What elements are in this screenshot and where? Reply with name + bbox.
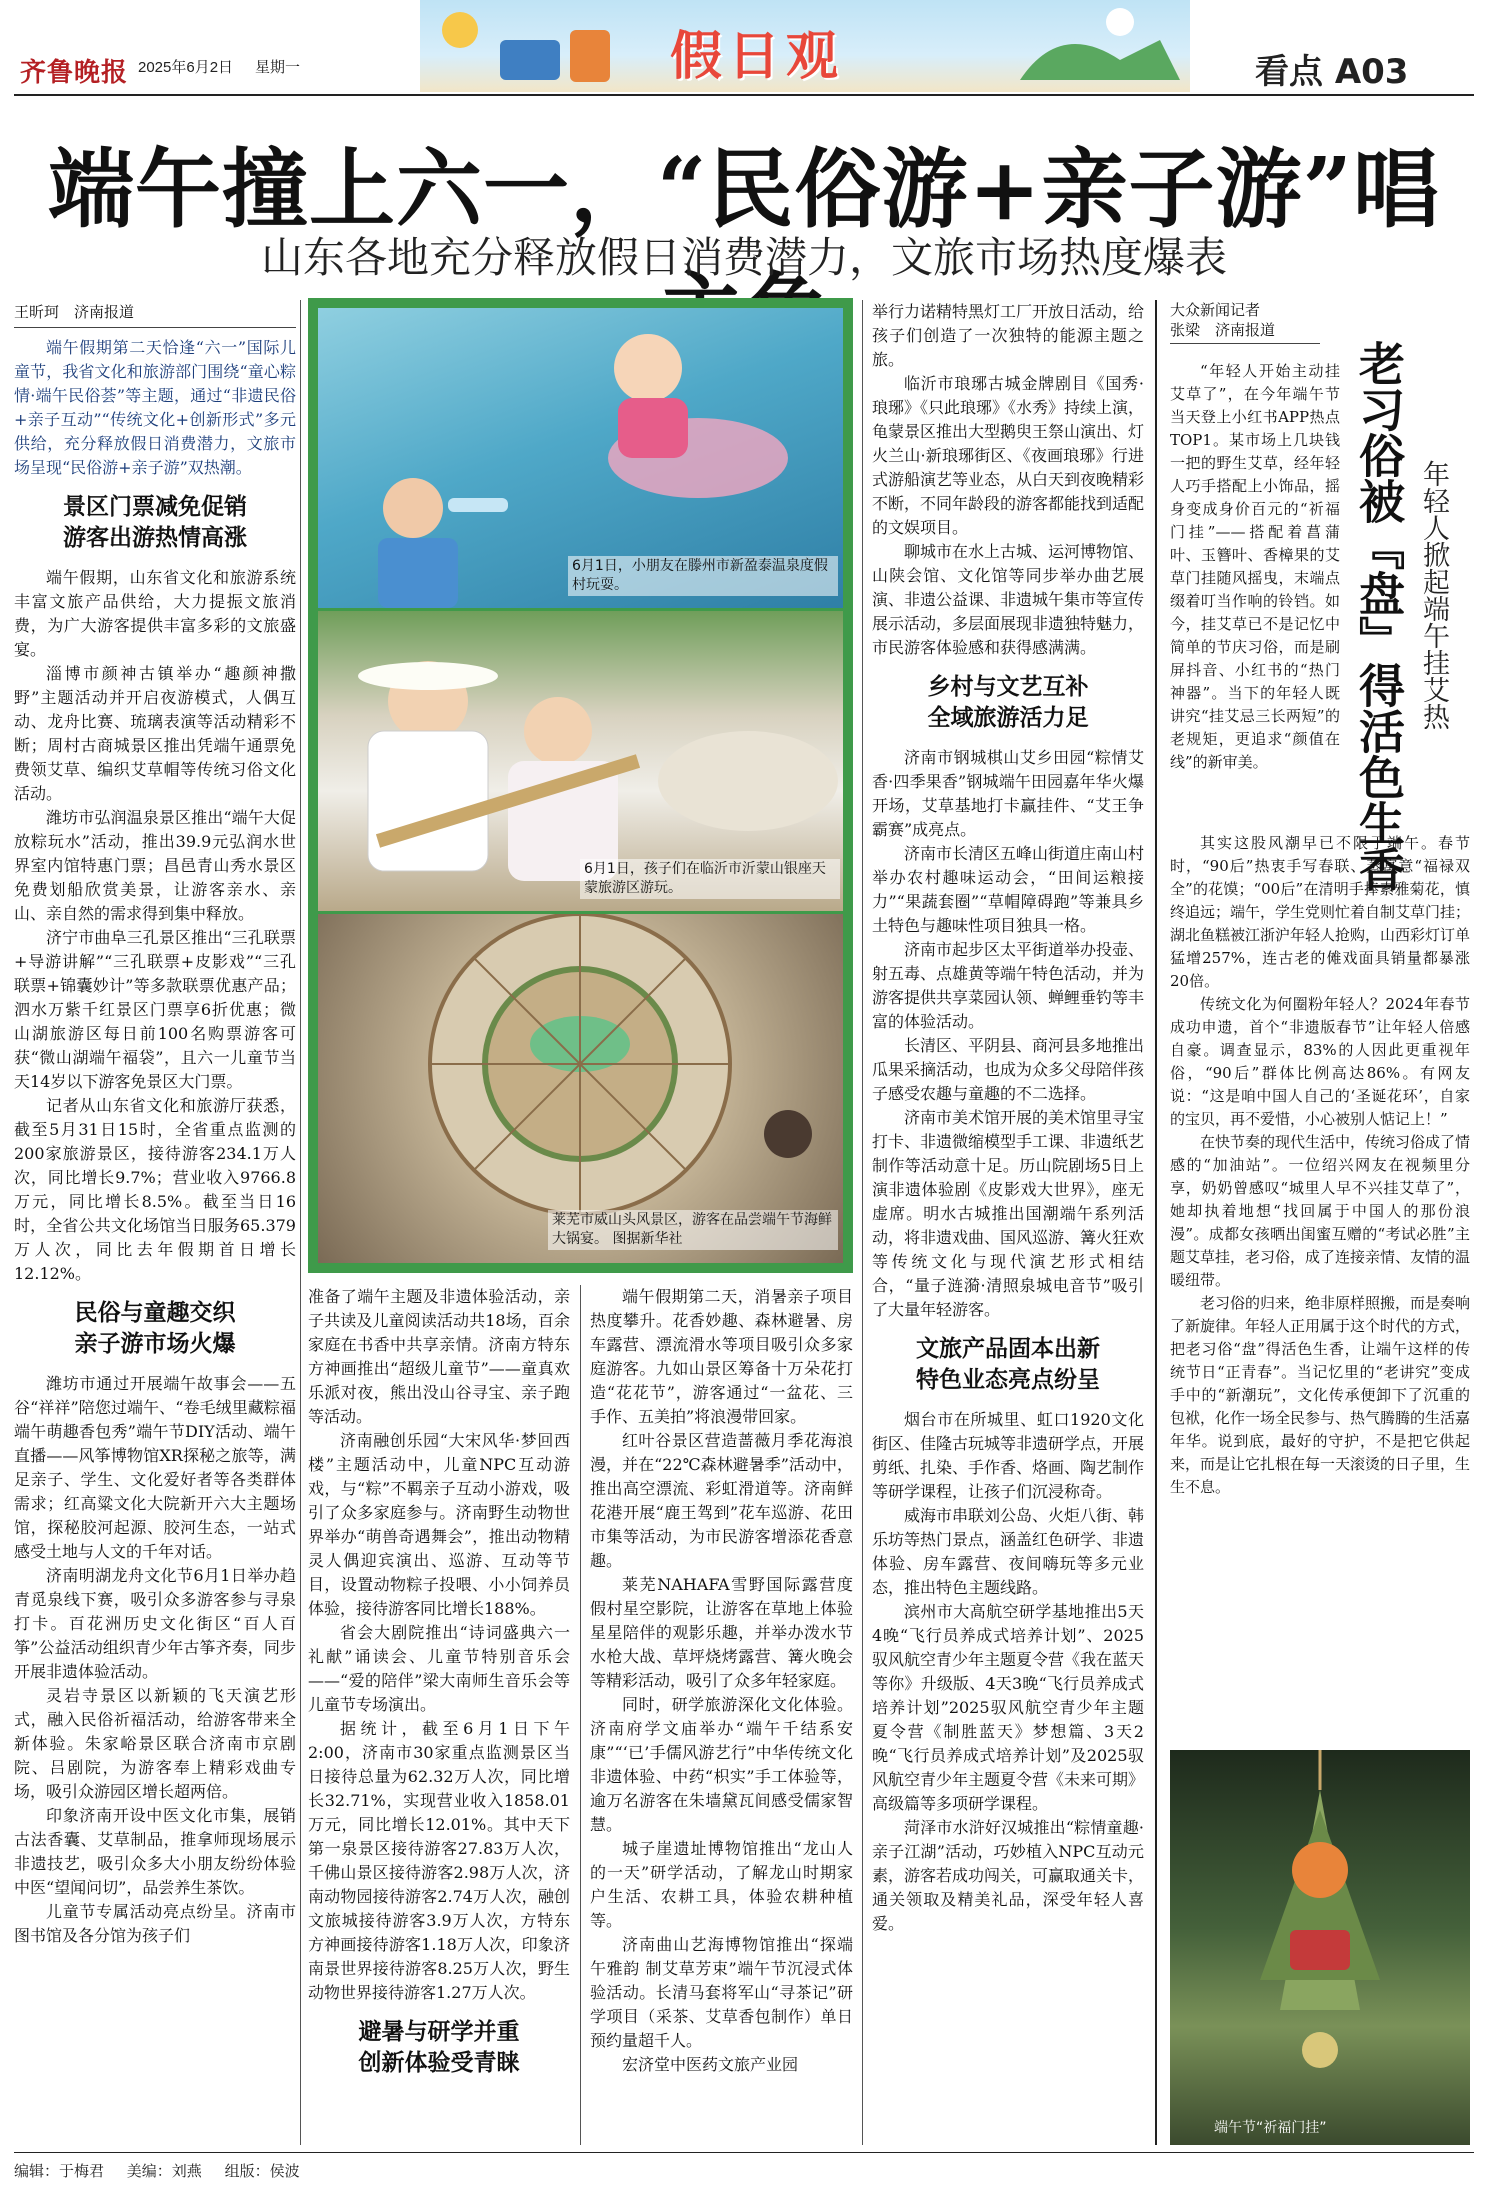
paragraph: 准备了端午主题及非遗体验活动，亲子共读及儿童阅读活动共18场，百余家庭在书香中共享亲情。济南方特东方神画推出“超级儿童节”——童真欢乐派对夜，熊出没山谷寻宝、亲子跑等活动。 (308, 1287, 570, 1426)
paragraph: 潍坊市弘润温泉景区推出“端午大促放粽玩水”活动，推出39.9元弘润水世界室内馆特惠门票；昌邑青山秀水景区免费划船欣赏美景，让游客亲水、亲山、亲自然的需求得到集中释放。 (14, 808, 296, 923)
photo-kids-crafting (318, 611, 843, 911)
paragraph: 城子崖遗址博物馆推出“龙山人的一天”研学活动，了解龙山时期家户生活、农耕工具，体验农耕种植等。 (590, 1839, 853, 1930)
footer-rule (14, 2152, 1474, 2153)
paragraph: 潍坊市通过开展端午故事会——五谷“祥祥”陪您过端午、“卷毛绒里藏粽福 端午萌趣香包秀”端午节DIY活动、端午直播——风筝博物馆XR探秘之旅等，满足亲子、学生、文化爱好者等各类群体需求；红高粱文化大院新开六大主题场馆，探秘胶河起源、胶河生态，一站式感受土地与人文的千年对话。 (14, 1374, 296, 1561)
paragraph: 淄博市颜神古镇举办“趣颜神撒野”主题活动并开启夜游模式，人偶互动、龙舟比赛、琉璃表演等活动精彩不断；周村古商城景区推出凭端午通票免费领艾草、编织艾草帽等传统习俗文化活动。 (14, 664, 296, 803)
paragraph: 济南市美术馆开展的美术馆里寻宝打卡、非遗微缩模型手工课、非遗纸艺制作等活动意十足。历山院剧场5日上演非遗体验剧《皮影戏大世界》，座无虚席。明水古城推出国潮端午系列活动，将非遗戏曲、国风巡游、篝火狂欢等传统文化与现代演艺形式相结合，“量子涟漪·清照泉城电音节”吸引了大量年轻游客。 (872, 1108, 1144, 1319)
paragraph: 记者从山东省文化和旅游厅获悉，截至5月31日15时，全省重点监测的200家旅游景区，接待游客234.1万人次，同比增长9.7%；营业收入9766.8万元，同比增长8.5%。截至当日16时，全省公共文化场馆当日服务65.379万人次，同比去年假期首日增长12.12%。 (14, 1096, 296, 1283)
main-headline: 端午撞上六一，“民俗游+亲子游”唱 (48, 139, 1440, 240)
paragraph: 长清区、平阴县、商河县多地推出瓜果采摘活动，也成为众多父母陪伴孩子感受农趣与童趣的不二选择。 (872, 1036, 1144, 1103)
subheading-3: 避暑与研学并重 创新体验受青睐 (358, 2019, 520, 2076)
article-column-3 (590, 1285, 853, 2145)
paragraph: 传统文化为何圈粉年轻人？2024年春节成功申遗，首个“非遗版春节”让年轻人倍感自豪。调查显示，83%的人因此更重视年俗，“90后”群体比例高达86%。有网友说：“这是咱中国人自己的‘圣诞花环’，自家的宝贝，再不爱惜，小心被别人惦记上！” (1170, 995, 1470, 1128)
column-divider (862, 300, 863, 2145)
paragraph: 宏济堂中医药文旅产业园 (622, 2055, 799, 2074)
paragraph: 红叶谷景区营造蔷薇月季花海浪漫，并在“22℃森林避暑季”活动中，推出高空漂流、彩虹滑道等。济南鲜花港开展“鹿王驾到”花车巡游、花田市集等活动，为市民游客增添花香意趣。 (590, 1431, 853, 1570)
paragraph: 儿童节专属活动亮点纷呈。济南市图书馆及各分馆为孩子们 (14, 1902, 296, 1945)
paragraph: 省会大剧院推出“诗词盛典六一礼献”诵读会、儿童节特别音乐会——“爱的陪伴”梁大南师生音乐会等儿童节专场演出。 (308, 1623, 570, 1714)
newspaper-logo: 齐鲁晚报 (20, 58, 129, 88)
paragraph: 烟台市在所城里、虹口1920文化街区、佳隆古玩城等非遗研学点，开展剪纸、扎染、手作香、烙画、陶艺制作等研学课程，让孩子们沉浸称奇。 (872, 1410, 1144, 1501)
paragraph: 济宁市曲阜三孔景区推出“三孔联票+导游讲解”“三孔联票+皮影戏”“三孔联票+锦囊妙计”等多款联票优惠产品；泗水万紫千红景区门票享6折优惠；微山湖旅游区每日前100名购票游客可获“微山湖端午福袋”，且六一儿童节当天14岁以下游客免景区大门票。 (14, 928, 296, 1091)
side-byline: 大众新闻记者 张梁 济南报道 (1170, 300, 1320, 344)
paragraph: 端午假期第二天，消暑亲子项目热度攀升。花香妙趣、森林避暑、房车露营、漂流滑水等项目吸引众多家庭游客。九如山景区筹备十万朵花打造“花花节”，游客通过“一盆花、三手作、五美拍”将浪漫带回家。 (590, 1287, 853, 1426)
side-column-top (1170, 360, 1340, 830)
paragraph: 同时，研学旅游深化文化体验。济南府学文庙举办“端午千结系安康”“‘已’手儒风游艺行”中华传统文化非遗体验、中药“枳实”手工体验等，逾万名游客在朱墙黛瓦间感受儒家智慧。 (590, 1695, 853, 1834)
photo-caption-3: 莱芜市威山头风景区，游客在品尝端午节海鲜大锅宴。 图据新华社 (548, 1210, 838, 1250)
article-intro: 端午假期第二天恰逢“六一”国际儿童节，我省文化和旅游部门围绕“童心粽情·端午民俗荟”等主题，通过“非遗民俗+亲子互动”“传统文化+创新形式”多元供给，充分释放假日消费潜力，文旅市场呈现“民俗游+亲子游”双热潮。 (14, 338, 296, 477)
paragraph: 济南市钢城棋山艾乡田园“粽情艾香·四季果香”钢城端午田园嘉年华火爆开场，艾草基地打卡赢挂件、“艾王争霸赛”成亮点。 (872, 748, 1144, 839)
photo-pool-children (318, 308, 843, 608)
paragraph: 据统计，截至6月1日下午2:00，济南市30家重点监测景区当日接待总量为62.32万人次，同比增长32.71%，实现营业收入1858.01万元，同比增长12.01%。其中天下第一泉景区接待游客27.83万人次，千佛山景区接待游客2.98万人次，济南动物园接待游客2.74万人次，融创文旅城接待游客3.9万人次，方特东方神画接待游客1.18万人次，印象济南景世界接待游客8.25万人次，野生动物世界接待游客1.27万人次。 (308, 1719, 570, 2002)
paragraph: 济南曲山艺海博物馆推出“探端午雅韵 制艾草芳束”端午节沉浸式体验活动。长清马套将军山“寻茶记”研学项目（采茶、艾草香包制作）单日预约量超千人。 (590, 1935, 853, 2050)
photo-mugwort-charm (1170, 1750, 1470, 2145)
paragraph: 莱芜NAHAFA雪野国际露营度假村星空影院，让游客在草地上体验星星陪伴的观影乐趣，并举办泼水节水枪大战、草坪烧烤露营、篝火晚会等精彩活动，吸引了众多年轻家庭。 (590, 1575, 853, 1690)
photo-seafood-feast (318, 914, 843, 1263)
paragraph: 临沂市琅琊古城金牌剧目《国秀·琅琊》《只此琅琊》《水秀》持续上演，龟蒙景区推出大型鹅臾王祭山演出、灯火兰山·新琅琊街区、《夜画琅琊》行进式游船演艺等业态，从白天到夜晚精彩不断，不同年龄段的游客都能找到适配的文娱项目。 (872, 374, 1144, 537)
article-column-4 (872, 300, 1144, 2145)
paragraph: 济南市长清区五峰山街道庄南山村举办农村趣味运动会，“田间运粮接力”“果蔬套圈”“草帽障碍跑”等兼具乡土特色与趣味性项目独具一格。 (872, 844, 1144, 935)
paragraph: 济南融创乐园“大宋风华·梦回西楼”主题活动中，儿童NPC互动游戏，与“粽”不羁亲子互动小游戏，吸引了众多家庭参与。济南野生动物世界举办“萌兽奇遇舞会”，推出动物精灵人偶迎宾演出、巡游、互动等节目，设置动物粽子投喂、小小饲养员体验，接待游客同比增长188%。 (308, 1431, 570, 1618)
editor-credit: 编辑：于梅君 (14, 2162, 105, 2180)
column-divider (580, 1285, 581, 2145)
article-column-1 (14, 300, 296, 2145)
subheading-2: 民俗与童趣交织 亲子游市场火爆 (74, 1300, 236, 1357)
article-byline: 王昕珂 济南报道 (14, 300, 296, 328)
designer-credit: 美编：刘燕 (126, 2162, 202, 2180)
section-banner (420, 0, 1190, 92)
paragraph: 在快节奏的现代生活中，传统习俗成了情感的“加油站”。一位绍兴网友在视频里分享，奶奶曾感叹“城里人早不兴挂艾草了”，她却执着地想“找回属于中国人的那份浪漫”。成都女孩晒出闺蜜互赠的“考试必胜”主题艾草挂，老习俗，成了连接亲情、友情的温暖纽带。 (1170, 1133, 1470, 1289)
banner-title: 假日观 (670, 26, 845, 87)
mugwort-illustration (1170, 1750, 1470, 2145)
paragraph: “年轻人开始主动挂艾草了”，在今年端午节当天登上小红书APP热点TOP1。某市场上几块钱一把的野生艾草，经年轻人巧手搭配上小饰品，摇身变成身价百元的“祈福门挂”——搭配着菖蒲叶、玉簪叶、香樟果的艾草门挂随风摇曳，末端点缀着叮当作响的铃铛。如今，挂艾草已不是记忆中简单的节庆习俗，而是刷屏抖音、小红书的“热门神器”。当下的年轻人既讲究“挂艾忌三长两短”的老规矩，更追求“颜值在线”的新审美。 (1170, 362, 1340, 771)
paragraph: 聊城市在水上古城、运河博物馆、山陕会馆、文化馆等同步举办曲艺展演、非遗公益课、非遗城午集市等宣传展示活动，多层面展现非遗独特魅力，市民游客体验感和获得感满满。 (872, 542, 1144, 657)
paragraph: 端午假期，山东省文化和旅游系统丰富文旅产品供给，大力提振文旅消费，为广大游客提供丰富多彩的文旅盛宴。 (14, 568, 296, 659)
sub-headline: 山东各地充分释放假日消费潜力，文旅市场热度爆表 (260, 233, 1227, 282)
side-headline: 老习俗被『盘』得活色生香 (1352, 340, 1406, 892)
photo-caption-2: 6月1日，孩子们在临沂市沂蒙山银座天蒙旅游区游玩。 (580, 859, 840, 899)
paragraph: 举行力诺精特黑灯工厂开放日活动，给孩子们创造了一次独特的能源主题之旅。 (872, 302, 1144, 369)
paragraph: 菏泽市水浒好汉城推出“粽情童趣·亲子江湖”活动，巧妙植入NPC互动元素，游客若成功闯关，可赢取通关卡，通关领取及精美礼品，深受年轻人喜爱。 (872, 1818, 1144, 1933)
paragraph: 威海市串联刘公岛、火炬八街、韩乐坊等热门景点，涵盖红色研学、非遗体验、房车露营、夜间嗨玩等多元业态，推出特色主题线路。 (872, 1506, 1144, 1597)
column-divider (300, 300, 301, 2145)
page-credits (14, 2160, 300, 2181)
subheading-1: 景区门票减免促销 游客出游热情高涨 (63, 494, 247, 551)
photo-collage (308, 298, 853, 1273)
issue-weekday: 星期一 (255, 59, 301, 76)
paragraph: 老习俗的归来，绝非原样照搬，而是奏响了新旋律。年轻人正用属于这个时代的方式，把老习俗“盘”得活色生香，让端午这样的传统节日“正青春”。当记忆里的“老讲究”变成手中的“新潮玩”，文化传承便卸下了沉重的包袱，化作一场全民参与、热气腾腾的生活嘉年华。说到底，最好的守护，不是把它供起来，而是让它扎根在每一天滚烫的日子里，生生不息。 (1170, 1294, 1470, 1496)
page-section-label: 看点 A03 (1255, 52, 1409, 92)
layout-credit: 组版：侯波 (224, 2162, 300, 2180)
issue-date: 2025年6月2日 (138, 59, 234, 76)
paragraph: 济南市起步区太平街道举办投壶、射五毒、点雄黄等端午特色活动，并为游客提供共享菜园认领、蝉鲤垂钓等丰富的体验活动。 (872, 940, 1144, 1031)
column-divider (1155, 300, 1157, 2145)
paragraph: 印象济南开设中医文化市集，展销古法香囊、艾草制品，推拿师现场展示非遗技艺，吸引众多大小朋友纷纷体验中医“望闻问切”，品尝养生茶饮。 (14, 1806, 296, 1897)
subheading-5: 文旅产品固本出新 特色业态亮点纷呈 (916, 1336, 1100, 1393)
paragraph: 其实这股风潮早已不限于端午。春节时，“90后”热衷手写春联、蒸寓意“福禄双全”的花馍；“00后”在清明手捧素雅菊花，慎终追远；端午，学生党则忙着自制艾草门挂；湖北鱼糕被江浙沪年轻人抢购，山西彩灯订单猛增257%，连古老的傩戏面具销量都暴涨20倍。 (1170, 834, 1470, 990)
masthead-rule (14, 94, 1474, 96)
paragraph: 济南明湖龙舟文化节6月1日举办趋青觅泉线下赛，吸引众多游客参与寻泉打卡。百花洲历史文化街区“百人百筝”公益活动组织青少年古筝齐奏，同步开展非遗体验活动。 (14, 1566, 296, 1681)
photo-caption-1: 6月1日，小朋友在滕州市新盈泰温泉度假村玩耍。 (568, 556, 838, 596)
article-column-2 (308, 1285, 570, 2145)
side-photo-caption: 端午节“祈福门挂” (1214, 2120, 1327, 2136)
side-subheadline: 年轻人掀起端午挂艾热 (1418, 460, 1449, 730)
paragraph: 滨州市大高航空研学基地推出5天4晚“飞行员养成式培养计划”、2025驭风航空青少年主题夏令营《我在蓝天等你》升级版、4天3晚“飞行员养成式培养计划”2025驭风航空青少年主题夏令营《制胜蓝天》梦想篇、3天2晚“飞行员养成式培养计划”及2025驭风航空青少年主题夏令营《未来可期》高级篇等多项研学课程。 (872, 1602, 1144, 1813)
subheading-4: 乡村与文艺互补 全域旅游活力足 (927, 674, 1089, 731)
paragraph: 灵岩寺景区以新颖的飞天演艺形式，融入民俗祈福活动，给游客带来全新体验。朱家峪景区联合济南市京剧院、吕剧院，为游客奉上精彩戏曲专场，吸引众游园区增长超两倍。 (14, 1686, 296, 1801)
side-column-bottom (1170, 832, 1470, 1740)
